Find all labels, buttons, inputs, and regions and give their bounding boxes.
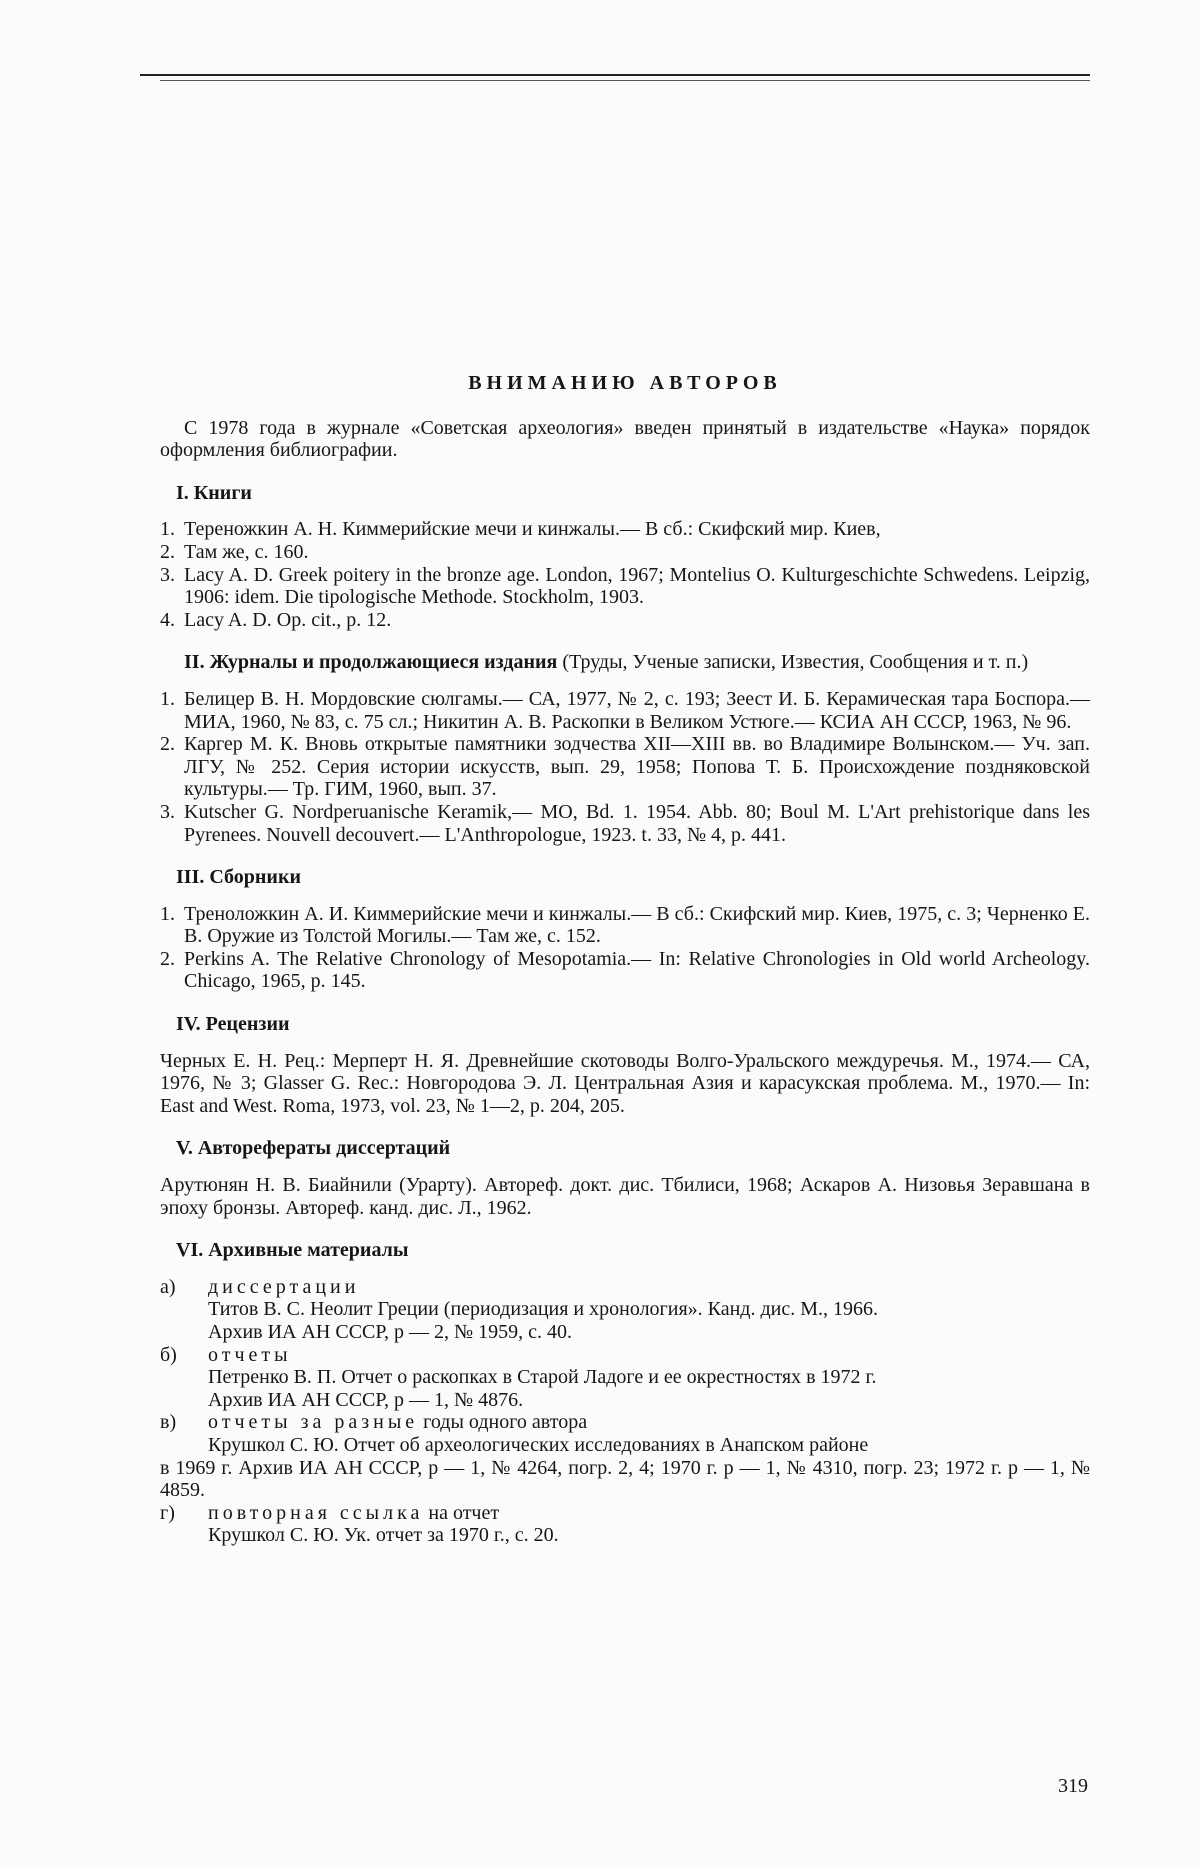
list-item [160,688,1090,733]
item-text: Kutscher G. Nordperuanische Keramik,— MO, Bd. 1. 1954. Abb. 80; Boul M. L'Art prehistorique dans les Pyrenees. Nouvell decouvert.— L'Anthropologue, 1923. t. 33, № 4, p. 441. [184,800,1090,846]
archive-entry [160,1344,1090,1412]
list-item [160,733,1090,801]
item-text: Lacy A. D. Greek poitery in the bronze age. London, 1967; Montelius O. Kulturgeschichte Schwedens. Leipzig, 1906: idem. Die tipologische Methode. Stockholm, 1903. [184,563,1090,609]
list-item [160,518,1090,541]
entry-body [208,1276,1090,1344]
item-text: Lacy A. D. Op. cit., p. 12. [184,608,392,631]
entry-line: Титов В. С. Неолит Греции (периодизация и хронология». Канд. дис. М., 1966. [208,1298,879,1321]
entry-heading: повторная ссылка [208,1501,424,1524]
section-title-reviews: IV. Рецензии [176,1013,290,1036]
entry-line: Крушкол С. Ю. Ук. отчет за 1970 г., с. 20. [208,1524,559,1547]
list-item [160,948,1090,993]
item-text: Perkins A. The Relative Chronology of Mesopotamia.— In: Relative Chronologies in Old world Archeology. Chicago, 1965, p. 145. [184,947,1090,993]
section-title-archives: VI. Архивные материалы [176,1239,409,1262]
list-item [160,903,1090,948]
archive-entry [160,1276,1090,1344]
entry-label: б) [160,1343,177,1366]
entry-heading: отчеты [208,1343,292,1366]
item-number: 2. [160,540,175,563]
entry-line: Архив ИА АН СССР, р — 1, № 4876. [208,1388,524,1411]
intro-paragraph: С 1978 года в журнале «Советская археология» введен принятый в издательстве «Наука» порядок оформления библиографии. [160,416,1090,462]
entry-body [208,1411,1090,1456]
collections-list [160,903,1090,993]
list-item [160,564,1090,609]
page-title: ВНИМАНИЮ АВТОРОВ [468,372,782,394]
section-title-journals [160,651,1090,674]
books-list [160,518,1090,631]
archive-entry [160,1411,1090,1456]
document-body [160,372,1090,1547]
item-number: 3. [160,563,175,586]
entry-label: а) [160,1275,176,1298]
item-number: 2. [160,947,175,970]
list-item [160,541,1090,564]
entry-label: в) [160,1411,177,1434]
entry-line: Архив ИА АН СССР, р — 2, № 1959, с. 40. [208,1321,572,1343]
entry-label: г) [160,1501,175,1524]
item-text: Тереножкин А. Н. Киммерийские мечи и кинжалы.— В сб.: Скифский мир. Киев, [184,518,881,541]
section-title-abstracts: V. Авторефераты диссертаций [176,1137,451,1160]
entry-line: Петренко В. П. Отчет о раскопках в Старой Ладоге и ее окрестностях в 1972 г. [208,1366,877,1389]
entry-body [208,1344,1090,1412]
archive-entry [160,1502,1090,1547]
item-number: 4. [160,608,175,631]
journals-list [160,688,1090,846]
entry-heading: диссертации [208,1275,360,1298]
entry-line: Крушкол С. Ю. Отчет об археологических исследованиях в Анапском районе [208,1433,869,1456]
top-rule-thin [160,80,1090,81]
item-number: 2. [160,733,175,756]
page-number: 319 [1058,1775,1088,1797]
section-title-collections: III. Сборники [176,866,301,889]
item-text: Каргер М. К. Вновь открытые памятники зодчества XII—XIII вв. во Владимире Волынском.— Уч. зап. ЛГУ, № 252. Серия истории искусств, вып. 29, 1958; Попова Т. Б. Происхождение поздняковской культуры.— Тр. ГИМ, 1960, вып. 37. [184,733,1090,801]
item-text: Там же, с. 160. [184,540,309,563]
section-title-journals-bold: II. Журналы и продолжающиеся издания [184,651,558,674]
item-number: 1. [160,902,175,925]
abstracts-paragraph: Арутюнян Н. В. Биайнили (Урарту). Автореф. докт. дис. Тбилиси, 1968; Аскаров А. Низовья Зеравшана в эпоху бронзы. Автореф. канд. дис. Л., 1962. [160,1174,1090,1219]
top-rule [140,74,1090,76]
list-item [160,609,1090,632]
entry-heading-rest: годы одного автора [418,1411,588,1434]
section-title-journals-rest: (Труды, Ученые записки, Известия, Сообщения и т. п.) [557,651,1029,674]
item-number: 1. [160,518,175,541]
section-title-books: I. Книги [176,481,252,504]
item-number: 1. [160,687,175,710]
entry-continuation: в 1969 г. Архив ИА АН СССР, р — 1, № 4264, погр. 2, 4; 1970 г. р — 1, № 4310, погр. 23; 1972 г. р — 1, № 4859. [160,1456,1090,1502]
list-item [160,801,1090,846]
item-text: Треноложкин А. И. Киммерийские мечи и кинжалы.— В сб.: Скифский мир. Киев, 1975, с. 3; Черненко Е. В. Оружие из Толстой Могилы.— Там же, с. 152. [184,902,1090,948]
item-text: Белицер В. Н. Мордовские сюлгамы.— СА, 1977, № 2, с. 193; Зеест И. Б. Керамическая тара Боспора.— МИА, 1960, № 83, с. 75 сл.; Никитин А. В. Раскопки в Великом Устюге.— КСИА АН СССР, 1963, № 96. [184,687,1090,733]
entry-heading-rest: на отчет [423,1501,500,1524]
entry-body [208,1502,1090,1547]
entry-heading: отчеты за разные [208,1411,419,1434]
reviews-paragraph: Черных Е. Н. Рец.: Мерперт Н. Я. Древнейшие скотоводы Волго-Уральского междуречья. М., 1974.— СА, 1976, № 3; Glasser G. Rec.: Новгородова Э. Л. Центральная Азия и карасукская проблема. М., 1970.— In: East and West. Roma, 1973, vol. 23, № 1—2, p. 204, 205. [160,1049,1090,1117]
archives-list [160,1276,1090,1547]
item-number: 3. [160,800,175,823]
